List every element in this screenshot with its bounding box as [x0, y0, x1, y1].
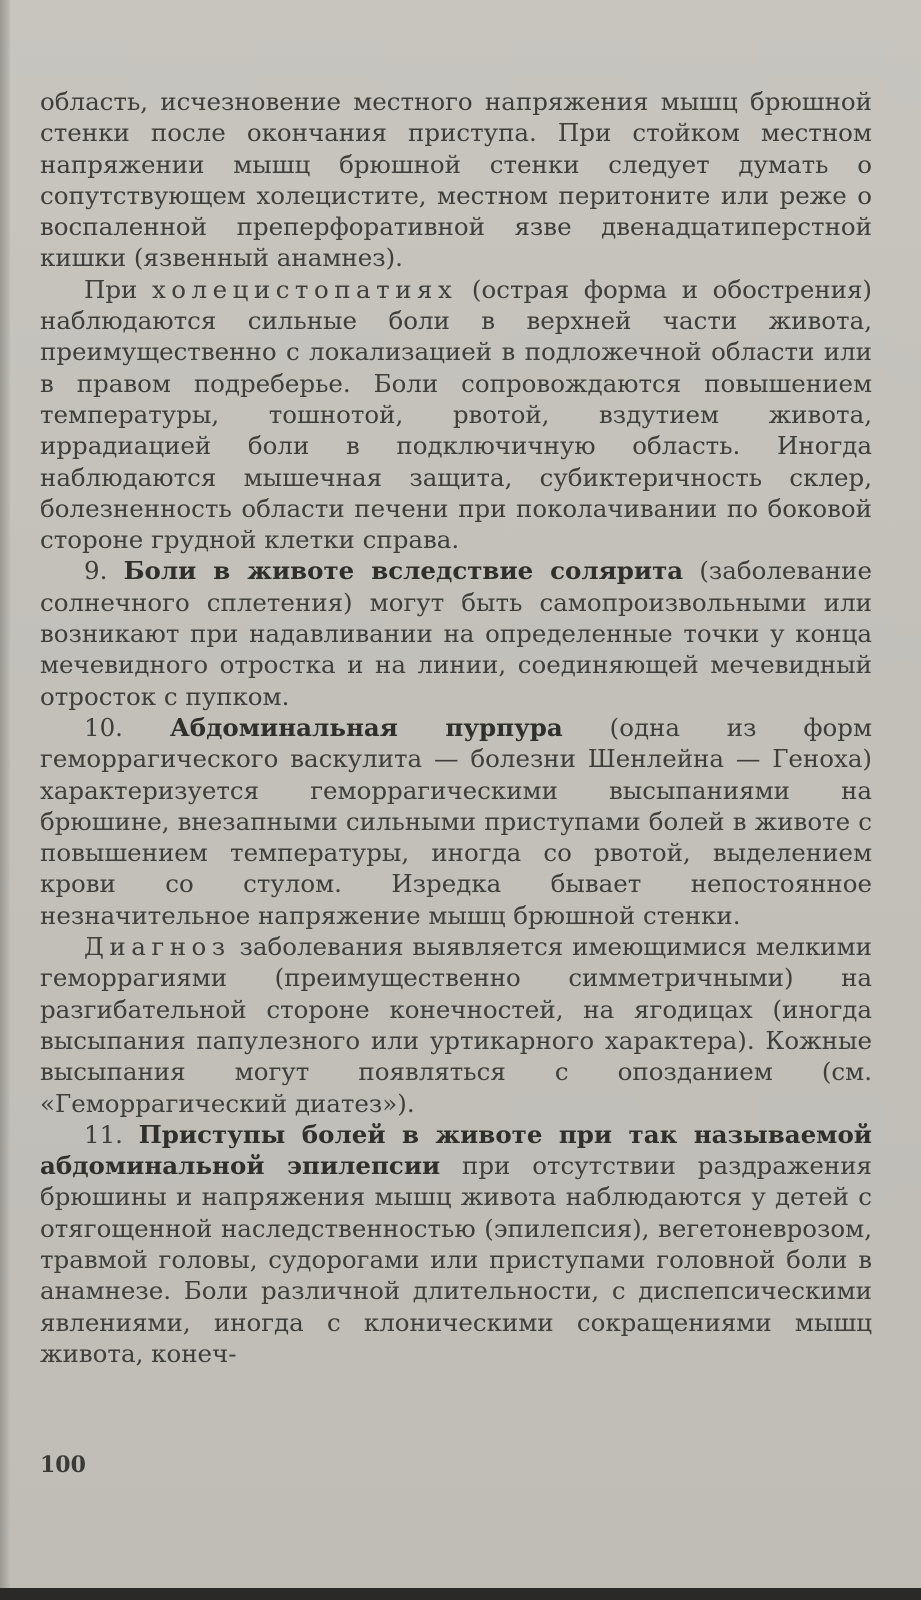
item-number: 10. — [84, 712, 123, 742]
item-number: 11. — [84, 1119, 123, 1149]
paragraph-cholecystopathy: При холецистопатиях (острая форма и обострения) наблюдаются сильные боли в верхней части живота, преимущественно с локализацией в подложечной области или в правом подреберье. Боли сопровождаются повышением температуры, тошнотой, рвотой, вздутием живота, иррадиацией боли в подключичную область. Иногда наблюдаются мышечная защита, субиктеричность склер, болезненность области печени при поколачивании по боковой стороне грудной клетки справа. — [40, 274, 872, 555]
item-number: 9. — [84, 556, 108, 586]
item-9: 9. Боли в животе вследствие солярита (заболевание солнечного сплетения) могут быть самопроизвольными или возникают при надавливании на определенные точки у конца мечевидного отростка и на линии, соединяющей мечевидный отросток с пупком. — [40, 556, 872, 711]
paragraph-continuation: область, исчезновение местного напряжения мышц брюшной стенки после окончания приступа. При стойком местном напряжении мышц брюшной стенки следует думать о сопутствующем холецистите, местном перитоните или реже о воспаленной преперфоративной язве двенадцатиперстной кишки (язвенный анамнез). — [40, 87, 872, 273]
item-11: 11. Приступы болей в животе при так называемой абдоминальной эпилепсии при отсутствии раздражения брюшины и напряжения мышц живота наблюдаются у детей с отягощенной наследственностью (эпилепсия), вегетоневрозом, травмой головы, судорогами или приступами головной боли в анамнезе. Боли различной длительности, с диспепсическими явлениями, иногда с клоническими сокращениями мышц живота, конеч- — [40, 1119, 872, 1368]
item-title: Приступы болей в животе при так называемой абдоминальной эпилепсии — [40, 1119, 872, 1181]
page-number: 100 — [40, 1452, 86, 1478]
item-title: Абдоминальная пурпура — [169, 712, 563, 742]
term-spaced: холецистопатиях — [151, 274, 458, 304]
body-text — [40, 86, 872, 1369]
scan-edge — [0, 1588, 921, 1600]
binding-shadow — [0, 0, 10, 1600]
paragraph-diagnosis: Диагноз заболевания выявляется имеющимися мелкими геморрагиями (преимущественно симметричными) на разгибательной стороне конечностей, на ягодицах (иногда высыпания папулезного или уртикарного характера). Кожные высыпания могут появляться с опозданием (см. «Геморрагический диатез»). — [40, 932, 872, 1118]
item-title: Боли в животе вследствие солярита — [123, 556, 684, 586]
item-10: 10. Абдоминальная пурпура (одна из форм геморрагического васкулита — болезни Шенлейна — Геноха) характеризуется геморрагическими высыпаниями на брюшине, внезапными сильными приступами болей в животе с повышением температуры, иногда со рвотой, выделением крови со стулом. Изредка бывает непостоянное незначительное напряжение мышц брюшной стенки. — [40, 712, 872, 930]
term-spaced: Диагноз — [84, 932, 231, 962]
